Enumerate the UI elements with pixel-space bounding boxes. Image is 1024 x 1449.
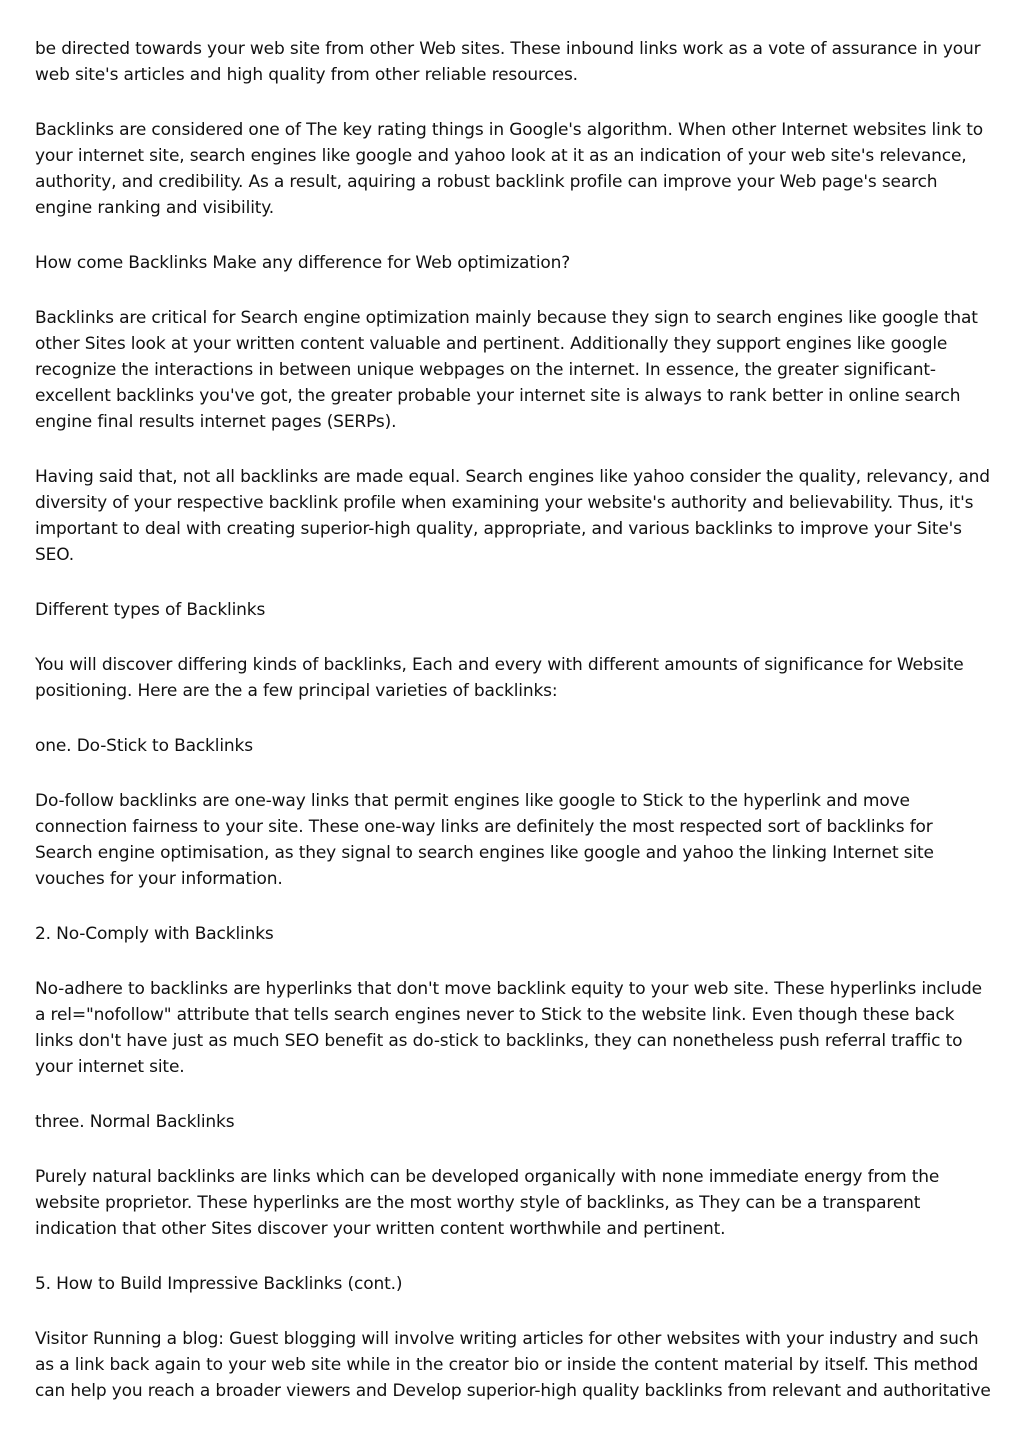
paragraph-no-follow: No-adhere to backlinks are hyperlinks that don't move backlink equity to your web site. These hyperlinks include a rel="nofollow" attribute that tells search engines never to Stick to the website link. Even though these back links don't have just as much SEO benefit as do-stick to backlinks, they can nonetheless push referral traffic to your internet site. xyxy=(35,979,982,1077)
subheading-no-follow: 2. No-Comply with Backlinks xyxy=(35,924,274,944)
paragraph-types-intro: You will discover differing kinds of backlinks, Each and every with different amounts of significance for Website positioning. Here are the a few principal varieties of backlinks: xyxy=(35,655,964,701)
subheading-do-follow: one. Do-Stick to Backlinks xyxy=(35,736,253,756)
paragraph-do-follow: Do-follow backlinks are one-way links that permit engines like google to Stick to the hyperlink and move connection fairness to your site. These one-way links are definitely the most respected sort of backlinks for Search engine optimisation, as they signal to search engines like google and yahoo the linking Internet site vouches for your information. xyxy=(35,791,934,889)
subheading-how-to-build: 5. How to Build Impressive Backlinks (cont.) xyxy=(35,1274,403,1294)
paragraph-natural: Purely natural backlinks are links which can be developed organically with none immediate energy from the website proprietor. These hyperlinks are the most worthy style of backlinks, as They can be a transparent indication that other Sites discover your written content worthwhile and pertinent. xyxy=(35,1167,940,1239)
paragraph-backlinks-critical: Backlinks are critical for Search engine optimization mainly because they sign to search engines like google that other Sites look at your written content valuable and pertinent. Additionally they support engines like google recognize the interactions in between unique webpages on the internet. In essence, the greater significant-excellent backlinks you've got, the greater probable your internet site is always to rank better in online search engine final results internet pages (SERPs). xyxy=(35,308,978,432)
subheading-natural: three. Normal Backlinks xyxy=(35,1112,235,1132)
section-heading-types-of-backlinks: Different types of Backlinks xyxy=(35,600,266,620)
paragraph-intro-continuation: be directed towards your web site from other Web sites. These inbound links work as a vote of assurance in your web site's articles and high quality from other reliable resources. xyxy=(35,39,981,85)
paragraph-guest-blogging: Visitor Running a blog: Guest blogging will involve writing articles for other websites with your industry and such as a link back again to your web site while in the creator bio or inside the content material by itself. This method can help you reach a broader viewers and Develop superior-high quality backlinks from relevant and authoritative xyxy=(35,1329,991,1401)
document-page xyxy=(35,36,995,1404)
paragraph-ranking-factors: Backlinks are considered one of The key rating things in Google's algorithm. When other Internet websites link to your internet site, search engines like google and yahoo look at it as an indication of your web site's relevance, authority, and credibility. As a result, aquiring a robust backlink profile can improve your Web page's search engine ranking and visibility. xyxy=(35,120,984,218)
section-heading-why-backlinks-matter: How come Backlinks Make any difference for Web optimization? xyxy=(35,253,571,273)
paragraph-not-all-equal: Having said that, not all backlinks are made equal. Search engines like yahoo consider the quality, relevancy, and diversity of your respective backlink profile when examining your website's authority and believability. Thus, it's important to deal with creating superior-high quality, appropriate, and various backlinks to improve your Site's SEO. xyxy=(35,467,990,565)
